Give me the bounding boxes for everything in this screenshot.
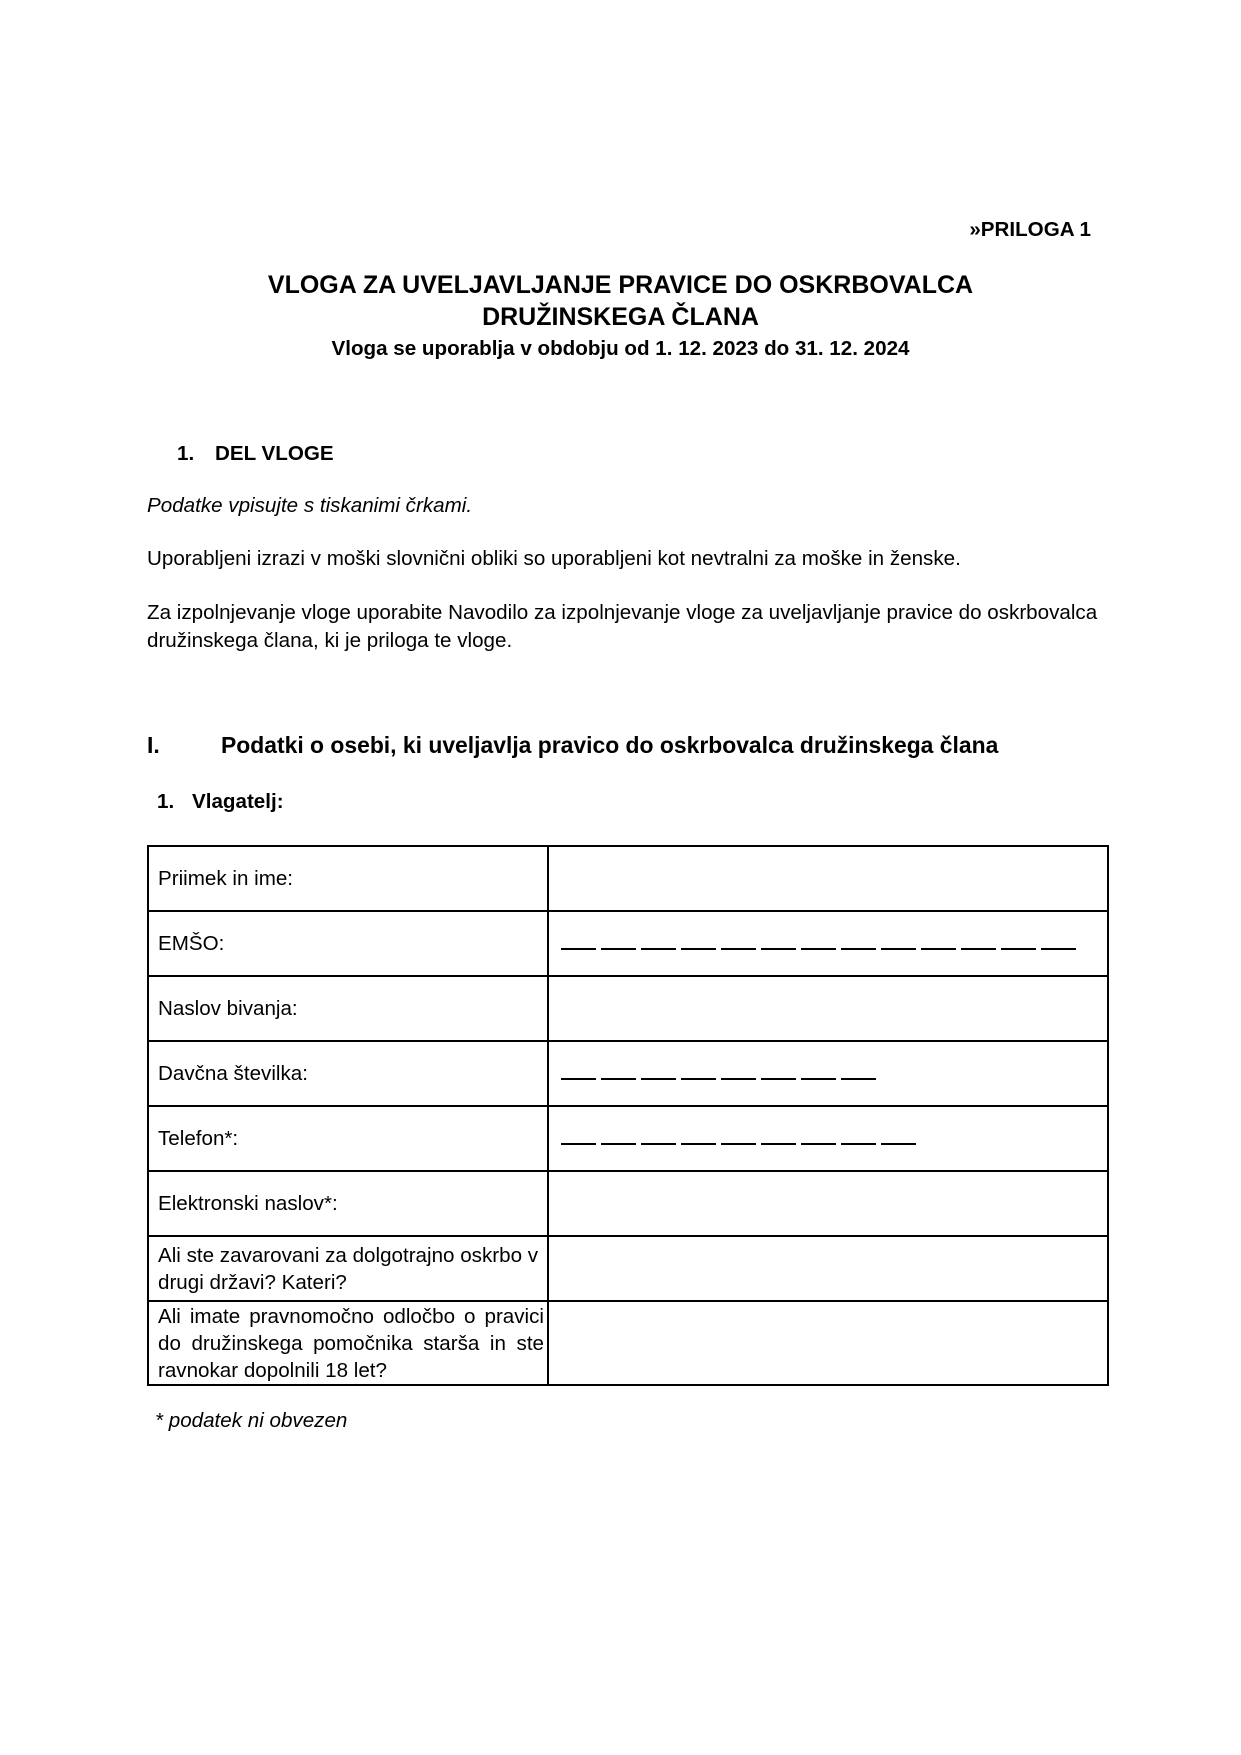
field-cell-email	[548, 1171, 1108, 1236]
table-row	[148, 1041, 1108, 1106]
field-label-email: Elektronski naslov*:	[148, 1171, 548, 1236]
digit-slot	[681, 1143, 716, 1145]
digit-slot	[561, 1143, 596, 1145]
digit-slot	[721, 1143, 756, 1145]
part-title: DEL VLOGE	[215, 442, 334, 465]
table-row	[148, 1236, 1108, 1301]
table-row	[148, 1106, 1108, 1171]
field-cell-address	[548, 976, 1108, 1041]
field-cell-emso	[548, 911, 1108, 976]
section-numeral: I.	[147, 732, 160, 758]
field-label-phone: Telefon*:	[148, 1106, 548, 1171]
digit-slot	[601, 1078, 636, 1080]
digit-slot	[681, 948, 716, 950]
field-cell-foreign-insurance	[548, 1236, 1108, 1301]
digit-slot	[721, 1078, 756, 1080]
digit-slot	[961, 948, 996, 950]
field-cell-phone	[548, 1106, 1108, 1171]
table-row	[148, 976, 1108, 1041]
table-row	[148, 911, 1108, 976]
digit-slot	[641, 948, 676, 950]
digit-slot	[761, 948, 796, 950]
emso-digit-slots	[561, 948, 1107, 950]
table-row	[148, 1171, 1108, 1236]
digit-slot	[601, 948, 636, 950]
guide-text: Za izpolnjevanje vloge uporabite Navodilo za izpolnjevanje vloge za uveljavljanje pravice do oskrbovalca družinskega člana, ki je priloga te vloge.	[147, 601, 1098, 652]
digit-slot	[801, 1143, 836, 1145]
applicant-table	[147, 845, 1109, 1386]
field-label-parent-assistant-decision: Ali imate pravnomočno odločbo o pravici do družinskega pomočnika starša in ste ravnokar dopolnili 18 let?	[148, 1301, 548, 1385]
attachment-label: »PRILOGA 1	[969, 218, 1091, 241]
footnote: * podatek ni obvezen	[155, 1409, 348, 1432]
phone-digit-slots	[561, 1143, 1107, 1145]
digit-slot	[881, 1143, 916, 1145]
digit-slot	[921, 948, 956, 950]
digit-slot	[641, 1078, 676, 1080]
field-label-tax-number: Davčna številka:	[148, 1041, 548, 1106]
part-number: 1.	[177, 442, 195, 465]
digit-slot	[761, 1143, 796, 1145]
digit-slot	[681, 1078, 716, 1080]
document-title-line-2: DRUŽINSKEGA ČLANA	[482, 303, 759, 331]
digit-slot	[841, 1143, 876, 1145]
gender-note-text: Uporabljeni izrazi v moški slovnični obliki so uporabljeni kot nevtralni za moške in ženske.	[147, 547, 961, 570]
digit-slot	[801, 948, 836, 950]
subsection-number: 1.	[157, 790, 175, 813]
table-row	[148, 1301, 1108, 1385]
digit-slot	[721, 948, 756, 950]
tax-number-digit-slots	[561, 1078, 1107, 1080]
instruction-text: Podatke vpisujte s tiskanimi črkami.	[147, 494, 473, 517]
digit-slot	[1041, 948, 1076, 950]
digit-slot	[841, 1078, 876, 1080]
digit-slot	[641, 1143, 676, 1145]
field-cell-parent-assistant-decision	[548, 1301, 1108, 1385]
document-title-line-1: VLOGA ZA UVELJAVLJANJE PRAVICE DO OSKRBOVALCA	[267, 271, 974, 299]
digit-slot	[561, 948, 596, 950]
subsection-title: Vlagatelj:	[192, 790, 284, 813]
field-label-address: Naslov bivanja:	[148, 976, 548, 1041]
digit-slot	[801, 1078, 836, 1080]
field-cell-tax-number	[548, 1041, 1108, 1106]
digit-slot	[761, 1078, 796, 1080]
field-label-emso: EMŠO:	[148, 911, 548, 976]
digit-slot	[561, 1078, 596, 1080]
document-subtitle: Vloga se uporablja v obdobju od 1. 12. 2023 do 31. 12. 2024	[331, 337, 910, 360]
field-label-foreign-insurance: Ali ste zavarovani za dolgotrajno oskrbo v drugi državi? Kateri?	[148, 1236, 548, 1301]
field-label-surname-name: Priimek in ime:	[148, 846, 548, 911]
digit-slot	[601, 1143, 636, 1145]
table-row	[148, 846, 1108, 911]
field-cell-surname-name	[548, 846, 1108, 911]
digit-slot	[881, 948, 916, 950]
section-title: Podatki o osebi, ki uveljavlja pravico do oskrbovalca družinskega člana	[221, 732, 999, 758]
digit-slot	[841, 948, 876, 950]
digit-slot	[1001, 948, 1036, 950]
